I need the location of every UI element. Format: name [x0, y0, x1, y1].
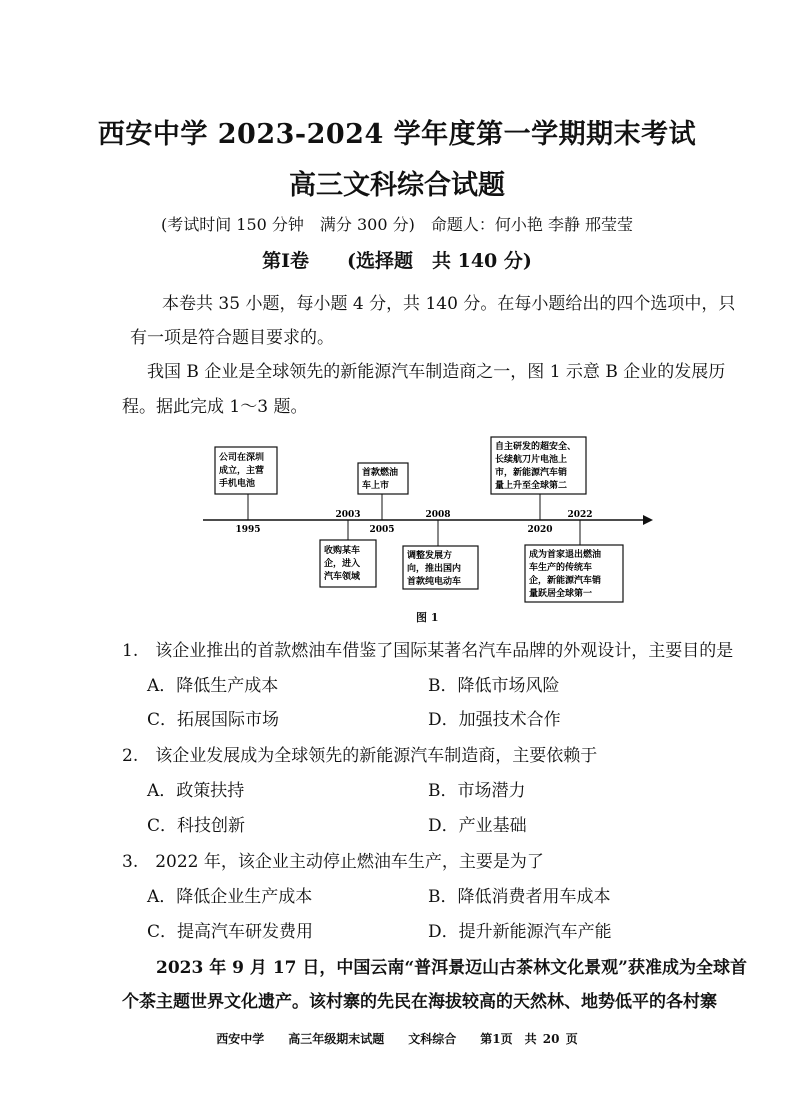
part-label: 第Ⅰ卷 (选择题 共 140 分)	[262, 250, 532, 272]
question-2-option-c: C．科技创新	[147, 816, 246, 836]
question-1-option-d: D．加强技术合作	[428, 710, 561, 730]
question-3-option-d: D．提升新能源汽车产能	[428, 922, 612, 942]
question-2-option-d: D．产业基础	[428, 816, 527, 836]
event-2020-line-1: 自主研发的超安全、	[495, 442, 577, 452]
instructions-line-1: 本卷共 35 小题，每小题 4 分，共 140 分。在每小题给出的四个选项中，只	[162, 294, 736, 314]
event-2022-line-4: 量跃居全球第一	[529, 589, 593, 599]
question-2-stem: 2. 该企业发展成为全球领先的新能源汽车制造商，主要依赖于	[122, 746, 598, 766]
passage2-line-2: 个茶主题世界文化遗产。该村寨的先民在海拔较高的天然林、地势低平的各村寨	[122, 992, 717, 1012]
event-2008-line-3: 首款纯电动车	[407, 577, 462, 587]
question-1-option-c: C．拓展国际市场	[147, 710, 280, 730]
question-1-option-a: A．降低生产成本	[147, 676, 279, 696]
event-2020-line-3: 市，新能源汽车销	[495, 468, 568, 478]
event-2008-line-1: 调整发展方	[407, 551, 453, 561]
year-label-2008: 2008	[425, 510, 451, 520]
exam-subtitle: 高三文科综合试题	[289, 170, 505, 201]
timeline-figure	[195, 430, 665, 625]
event-1995-line-3: 手机电池	[219, 479, 256, 489]
event-2008-line-2: 向，推出国内	[407, 564, 462, 574]
event-2020-line-4: 量上升至全球第二	[495, 481, 568, 491]
question-3-stem: 3. 2022 年，该企业主动停止燃油车生产，主要是为了	[122, 852, 544, 872]
page-footer: 西安中学 高三年级期末试题 文科综合 第1页 共 20 页	[216, 1032, 578, 1046]
passage1-line-2: 程。据此完成 1～3 题。	[122, 397, 308, 417]
timeline-arrow-icon	[643, 515, 653, 525]
event-2003-line-3: 汽车领域	[324, 572, 361, 582]
passage1-line-1: 我国 B 企业是全球领先的新能源汽车制造商之一，图 1 示意 B 企业的发展历	[147, 362, 726, 382]
event-1995-line-1: 公司在深圳	[219, 453, 265, 463]
question-2-option-b: B．市场潜力	[428, 781, 526, 801]
instructions-line-2: 有一项是符合题目要求的。	[130, 328, 334, 348]
event-2022-line-2: 车生产的传统车	[529, 563, 593, 573]
event-2005-line-2: 车上市	[362, 481, 390, 491]
year-label-2003: 2003	[335, 510, 361, 520]
passage2-line-1: 2023 年 9 月 17 日，中国云南“普洱景迈山古茶林文化景观”获准成为全球首	[156, 958, 747, 978]
exam-title: 西安中学 2023-2024 学年度第一学期期末考试	[97, 119, 697, 150]
question-2-option-a: A．政策扶持	[147, 781, 245, 801]
event-2022-line-1: 成为首家退出燃油	[529, 550, 602, 560]
year-label-2020: 2020	[527, 525, 553, 535]
year-label-1995: 1995	[235, 525, 261, 535]
event-2003-line-2: 企，进入	[324, 559, 361, 569]
question-3-option-b: B．降低消费者用车成本	[428, 887, 611, 907]
event-2022-line-3: 企，新能源汽车销	[529, 576, 602, 586]
year-label-2022: 2022	[567, 510, 593, 520]
exam-info: (考试时间 150 分钟 满分 300 分) 命题人：何小艳 李静 邢莹莹	[160, 215, 634, 234]
question-1-option-b: B．降低市场风险	[428, 676, 560, 696]
event-2020-line-2: 长续航刀片电池上	[495, 455, 568, 465]
question-3-option-c: C．提高汽车研发费用	[147, 922, 314, 942]
question-3-option-a: A．降低企业生产成本	[147, 887, 313, 907]
event-1995-line-2: 成立，主营	[219, 466, 265, 476]
event-2003-line-1: 收购某车	[324, 546, 361, 556]
figure-caption: 图 1	[416, 611, 439, 624]
question-1-stem: 1. 该企业推出的首款燃油车借鉴了国际某著名汽车品牌的外观设计，主要目的是	[122, 641, 734, 661]
event-2005-line-1: 首款燃油	[362, 468, 399, 478]
year-label-2005: 2005	[369, 525, 395, 535]
